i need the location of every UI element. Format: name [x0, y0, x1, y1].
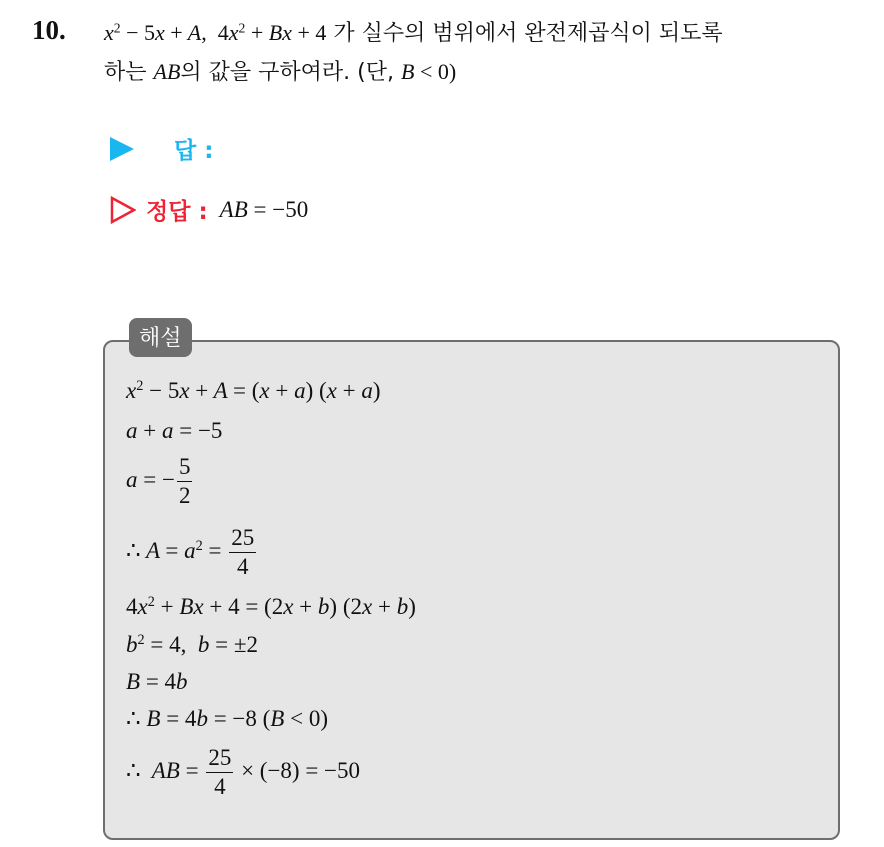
- solution-step-8: ∴ B = 4b = −8 (B < 0): [126, 706, 328, 731]
- solution-step-6: $b^2 = 4$, b = ±2: [126, 632, 258, 657]
- solution-step-2: a + a = −5: [126, 418, 223, 443]
- question-line-2: [104, 55, 456, 86]
- question-text-1: 가 실수의 범위에서 완전제곱식이 되도록: [333, 21, 723, 46]
- correct-answer-value: AB = −50: [219, 196, 309, 222]
- question-condition: B < 0): [400, 59, 457, 84]
- fraction-25-4-b: $\frac{25}{4}$: [208, 745, 232, 800]
- question-number: 10.: [32, 15, 66, 45]
- solution-step-9: ∴ AB = $\frac{25}{4}$ × (−8) = −50: [126, 745, 361, 800]
- question-text-2a: 하는: [104, 60, 147, 85]
- question-ab: AB: [153, 59, 181, 84]
- answer-row: [110, 132, 213, 165]
- solution-tag: 해설: [129, 318, 192, 357]
- solution-step-7: B = 4b: [126, 669, 188, 694]
- question-expression-1: $x^2 - 5x + A$, $4x^2 + Bx + 4$: [104, 20, 327, 45]
- question-text-2b: 의 값을 구하여라. (단,: [180, 60, 394, 85]
- play-triangle-icon: [110, 137, 134, 161]
- solution-step-4: ∴ $A = a^2$ = $\frac{25}{4}$: [126, 525, 255, 580]
- solution-step-3: a = − $\frac{5}{2}$: [126, 454, 191, 509]
- fraction-25-4: $\frac{25}{4}$: [231, 525, 255, 580]
- question-line-1: [104, 16, 723, 47]
- fraction-5-2: $\frac{5}{2}$: [178, 454, 191, 509]
- solution-step-5: $4x^2 + Bx + 4 = (2x + b) (2x + b)$: [126, 594, 416, 619]
- correct-answer-label: 정답 :: [146, 199, 208, 225]
- outline-triangle-icon: [110, 196, 136, 224]
- answer-label: 답 :: [174, 138, 214, 164]
- correct-answer-row: [110, 193, 308, 226]
- solution-step-1: $x^2 - 5x + A = (x + a) (x + a)$: [126, 378, 381, 403]
